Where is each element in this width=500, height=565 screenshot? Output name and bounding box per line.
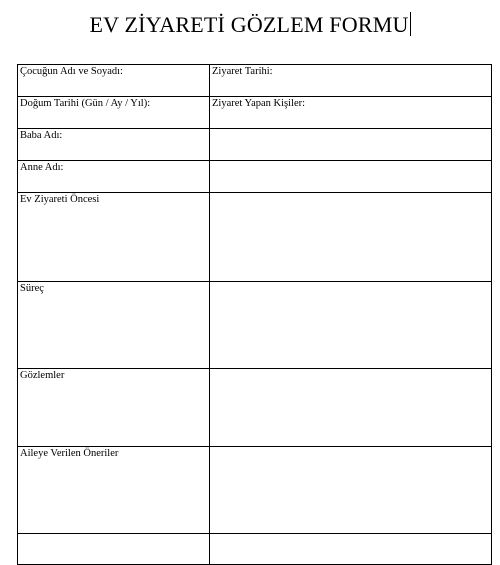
- before-visit-label[interactable]: Ev Ziyareti Öncesi: [18, 193, 210, 282]
- recommendations-label[interactable]: Aileye Verilen Öneriler: [18, 447, 210, 534]
- visitors-label[interactable]: Ziyaret Yapan Kişiler:: [210, 97, 492, 129]
- form-row-observations: [18, 369, 492, 447]
- form-row-process: [18, 282, 492, 369]
- form-row-child-name: [18, 65, 492, 97]
- before-visit-field[interactable]: [210, 193, 492, 282]
- observation-form-table: [17, 64, 492, 565]
- process-field[interactable]: [210, 282, 492, 369]
- extra-label[interactable]: [18, 534, 210, 565]
- form-row-extra: [18, 534, 492, 565]
- observations-field[interactable]: [210, 369, 492, 447]
- visit-date-label[interactable]: Ziyaret Tarihi:: [210, 65, 492, 97]
- extra-field[interactable]: [210, 534, 492, 565]
- process-label[interactable]: Süreç: [18, 282, 210, 369]
- document-title: [0, 10, 500, 40]
- text-cursor: [410, 12, 411, 36]
- form-row-before-visit: [18, 193, 492, 282]
- recommendations-field[interactable]: [210, 447, 492, 534]
- form-row-father-name: [18, 129, 492, 161]
- birth-date-label[interactable]: Doğum Tarihi (Gün / Ay / Yıl):: [18, 97, 210, 129]
- father-name-field[interactable]: [210, 129, 492, 161]
- form-row-birth-date: [18, 97, 492, 129]
- form-row-recommendations: [18, 447, 492, 534]
- child-name-label[interactable]: Çocuğun Adı ve Soyadı:: [18, 65, 210, 97]
- mother-name-field[interactable]: [210, 161, 492, 193]
- mother-name-label[interactable]: Anne Adı:: [18, 161, 210, 193]
- father-name-label[interactable]: Baba Adı:: [18, 129, 210, 161]
- observations-label[interactable]: Gözlemler: [18, 369, 210, 447]
- form-row-mother-name: [18, 161, 492, 193]
- document-title-text: EV ZİYARETİ GÖZLEM FORMU: [89, 12, 409, 37]
